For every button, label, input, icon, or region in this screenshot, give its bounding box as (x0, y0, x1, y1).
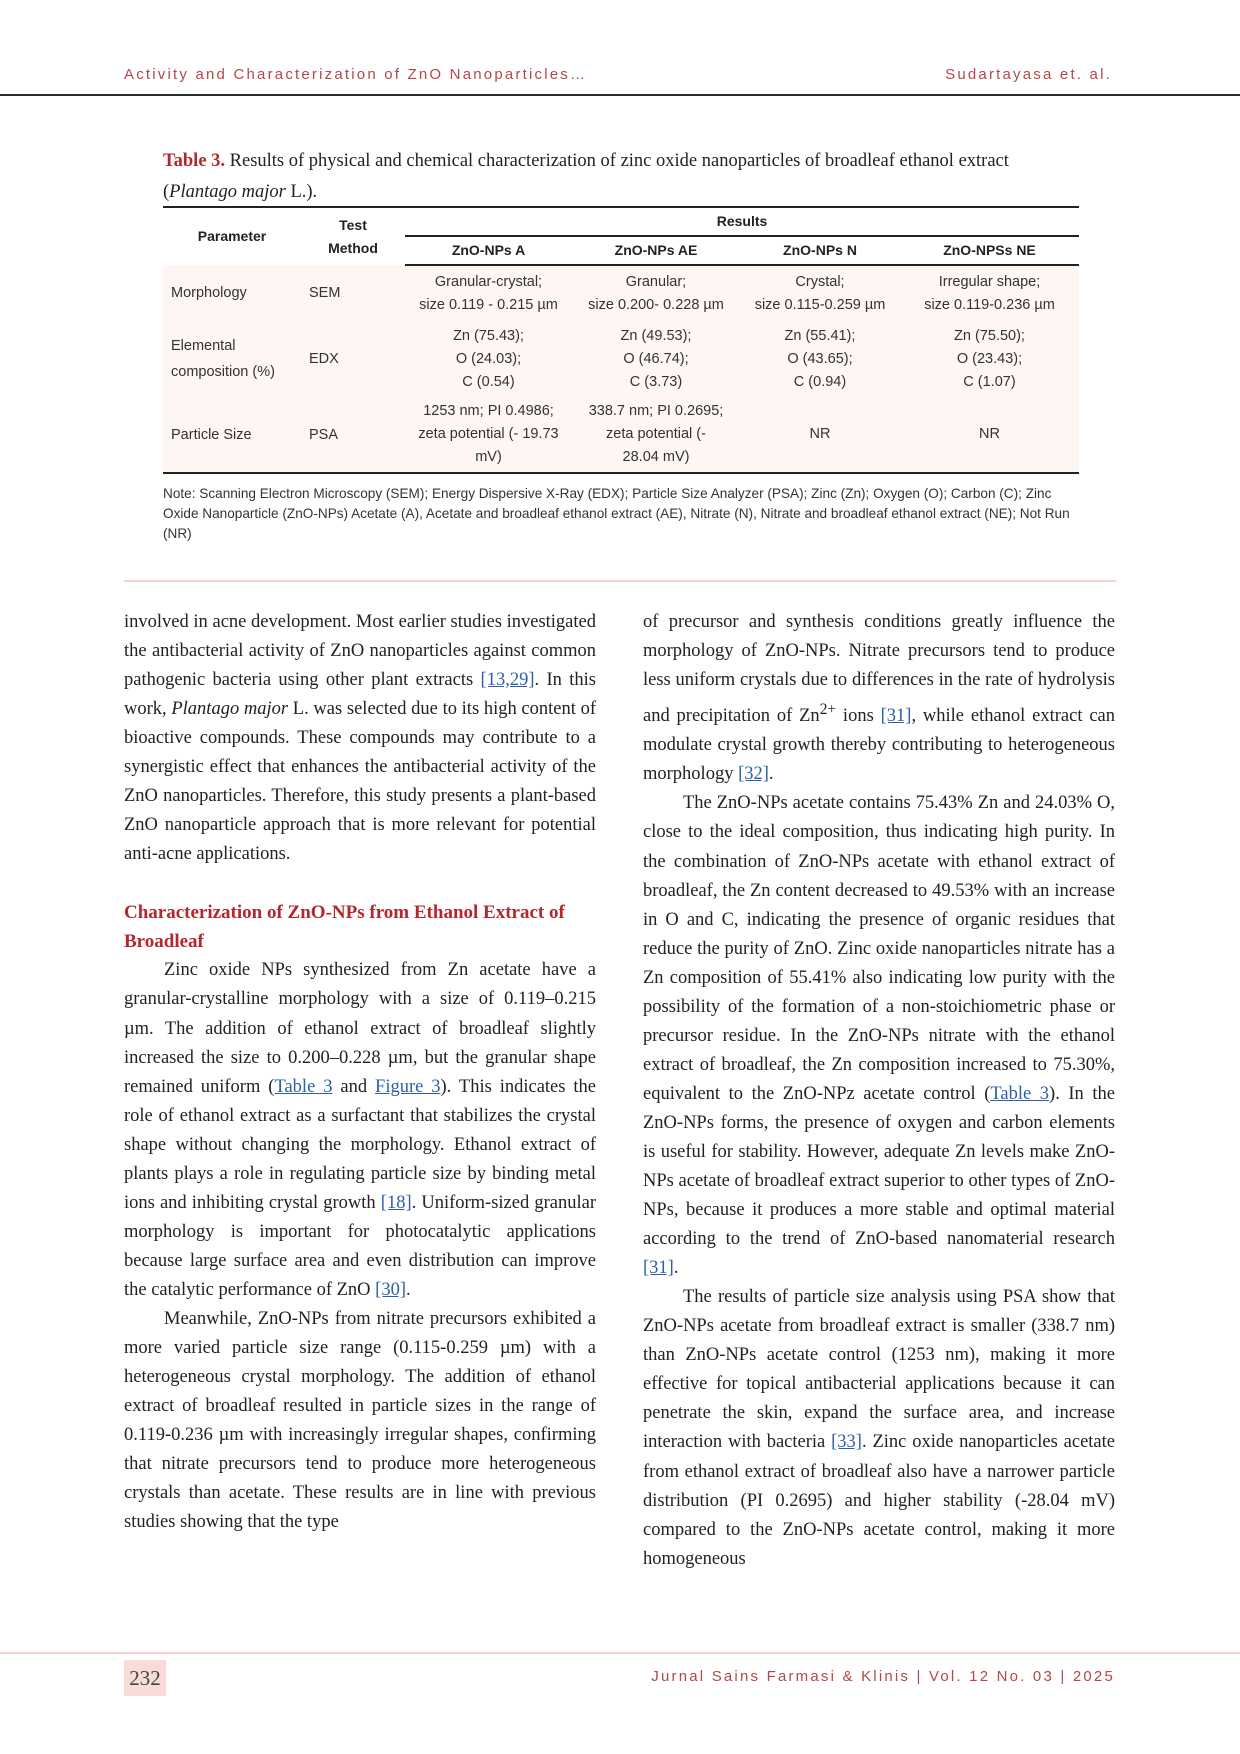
footer-rule (0, 1652, 1240, 1654)
text-run: . In this work, (124, 670, 596, 720)
cell-line: O (46.74); (623, 350, 689, 367)
right-column (643, 608, 1115, 1574)
text-run: . Zinc oxide nanoparticles acetate from ethanol extract of broadleaf also have a narrower particle distribution (PI 0.2695) and higher stability (-28.04 mV) compared to the ZnO-NPs acetate control, making it more homogeneous (643, 1432, 1115, 1569)
cell-line: zeta potential (- 19.73 (418, 426, 559, 442)
section-divider (124, 580, 1116, 582)
results-table (163, 206, 1079, 474)
table-cell (572, 397, 740, 473)
text-run: and (332, 1076, 376, 1097)
row-morphology-param: Morphology (163, 265, 301, 321)
text-run: The results of particle size analysis using PSA show that ZnO-NPs acetate from broadleaf extract is smaller (338.7 nm) than ZnO-NPs acetate control (1253 nm), making it more effective for topical antibacterial applications because it can penetrate the skin, expand the surface area, and increase interaction with bacteria (643, 1287, 1115, 1453)
row-morphology-method: SEM (301, 265, 405, 321)
cell-line: size 0.115-0.259 µm (754, 296, 886, 313)
row-elemental-method: EDX (301, 321, 405, 397)
cell-line: Elemental (171, 338, 236, 354)
citation-link[interactable]: [13,29] (480, 670, 535, 691)
table-row (163, 265, 1079, 321)
header-method: Method (328, 239, 378, 256)
running-header-title: Activity and Characterization of ZnO Nanoparticles… (124, 66, 588, 83)
cell-line: O (43.65); (787, 350, 853, 367)
cell-line: 338.7 nm; PI 0.2695; (588, 403, 724, 419)
text-run: involved in acne development. Most earlier studies investigated the antibacterial activity of ZnO nanoparticles against common pathogenic bacteria using other plant extracts (124, 612, 596, 691)
table-3-link[interactable]: Table 3 (990, 1083, 1050, 1104)
header-znonps-ne: ZnO-NPSs NE (900, 236, 1079, 265)
table-cell (572, 265, 740, 321)
cell-line: Zn (75.43); (453, 327, 524, 344)
header-znonps-ae: ZnO-NPs AE (572, 236, 740, 265)
cell-line: size 0.119-0.236 µm (924, 296, 1055, 313)
table-row (163, 397, 1079, 473)
caption-species: Plantago major (169, 182, 286, 202)
citation-link[interactable]: [31] (880, 706, 912, 727)
cell-line: C (3.73) (629, 373, 683, 390)
paragraph: Meanwhile, ZnO-NPs from nitrate precursors exhibited a more varied particle size range (0.115-0.259 µm) with a heterogeneous crystal morphology. The addition of ethanol extract of broadleaf resulted in particle sizes in the range of 0.119-0.236 µm with increasingly irregular shapes, confirming that nitrate precursors tend to produce more heterogeneous crystals than acetate. These results are in line with previous studies showing that the type (124, 1308, 596, 1533)
row-elemental-param (163, 321, 301, 397)
cell-line: 1253 nm; PI 0.4986; (423, 403, 554, 419)
header-test-method (301, 207, 405, 265)
cell-line: zeta potential (- (606, 426, 706, 442)
text-run: . (406, 1279, 411, 1300)
paragraph (643, 789, 1115, 1283)
table-note: Note: Scanning Electron Microscopy (SEM); Energy Dispersive X-Ray (EDX); Particle Size Analyzer (PSA); Zinc (Zn); Oxygen (O); Carbon (C); Zinc Oxide Nanoparticle (ZnO-NPs) Acetate (A), Acetate and broadleaf ethanol extract (AE), Nitrate (N), Nitrate and broadleaf ethanol extract (NE); Not Run (NR) (163, 486, 1070, 541)
table-cell (405, 265, 572, 321)
cell-line: mV) (475, 449, 502, 465)
running-header-authors: Sudartayasa et. al. (945, 66, 1112, 83)
table-cell (405, 397, 572, 473)
table-caption (163, 146, 1068, 208)
text-run: L. was selected due to its high content of bioactive compounds. These compounds may contribute to a synergistic effect that enhances the antibacterial activity of the ZnO nanoparticles. Therefore, this study presents a plant-based ZnO nanoparticle approach that is more relevant for potential anti-acne applications. (124, 699, 596, 865)
cell-line: O (23.43); (956, 350, 1023, 367)
header-znonps-a: ZnO-NPs A (405, 236, 572, 265)
table-cell (740, 321, 900, 397)
cell-line: O (24.03); (455, 350, 522, 367)
table-cell: NR (900, 397, 1079, 473)
text-run: , while ethanol extract can modulate crystal growth thereby contributing to heterogeneous morphology (643, 706, 1115, 785)
table-cell (572, 321, 740, 397)
paragraph (124, 956, 596, 1305)
cell-line: Granular-crystal; (434, 273, 543, 290)
paragraph (643, 608, 1115, 789)
header-rule (0, 94, 1240, 96)
citation-link[interactable]: [33] (831, 1432, 862, 1453)
table-cell (900, 265, 1079, 321)
table-cell (405, 321, 572, 397)
text-run: ions (836, 706, 881, 727)
table-cell (740, 265, 900, 321)
row-particle-method: PSA (301, 397, 405, 473)
header-results: Results (405, 207, 1079, 236)
text-run: ). This indicates the role of ethanol extract as a surfactant that stabilizes the crystal shape without changing the morphology. Ethanol extract of plants plays a role in regulating particle size by binding metal ions and inhibiting crystal growth (124, 1076, 596, 1213)
cell-line: size 0.200- 0.228 µm (588, 296, 724, 313)
species-name: Plantago major (171, 699, 289, 720)
cell-line: Zn (49.53); (620, 327, 692, 344)
text-run: of precursor and synthesis conditions greatly influence the morphology of ZnO-NPs. Nitrate precursors tend to produce less uniform crystals due to differences in the rate of hydrolysis and precipitation of Zn (643, 612, 1115, 727)
cell-line: C (0.54) (462, 373, 515, 390)
paragraph-gap (124, 869, 596, 898)
cell-line: Zn (75.50); (954, 327, 1025, 344)
header-znonps-n: ZnO-NPs N (740, 236, 900, 265)
text-run: . Uniform-sized granular morphology is important for photocatalytic applications because large surface area and even distribution can improve the catalytic performance of ZnO (124, 1192, 596, 1300)
paragraph (124, 608, 596, 869)
citation-link[interactable]: [18] (380, 1192, 412, 1213)
cell-line: Zn (55.41); (784, 327, 856, 344)
table-3-link[interactable]: Table 3 (274, 1076, 333, 1097)
header-parameter: Parameter (163, 207, 301, 265)
table-row (163, 321, 1079, 397)
table-cell: NR (740, 397, 900, 473)
section-heading: Characterization of ZnO-NPs from Ethanol Extract of Broadleaf (124, 902, 565, 953)
journal-footer: Jurnal Sains Farmasi & Klinis | Vol. 12 No. 03 | 2025 (651, 1668, 1115, 1685)
cell-line: Irregular shape; (938, 273, 1041, 290)
caption-text-end: L.). (285, 182, 318, 202)
header-test: Test (339, 216, 367, 233)
row-particle-param: Particle Size (163, 397, 301, 473)
cell-line: size 0.119 - 0.215 µm (419, 296, 558, 313)
table-cell (900, 321, 1079, 397)
cell-line: C (0.94) (793, 373, 847, 390)
page-number: 232 (124, 1660, 166, 1696)
cell-line: 28.04 mV) (622, 449, 690, 465)
cell-line: C (1.07) (963, 373, 1016, 390)
text-run: The ZnO-NPs acetate contains 75.43% Zn and 24.03% O, close to the ideal composition, thus indicating high purity. In the combination of ZnO-NPs acetate with ethanol extract of broadleaf, the Zn content decreased to 49.53% with an increase in O and C, indicating the presence of organic residues that reduce the purity of ZnO. Zinc oxide nanoparticles nitrate has a Zn composition of 55.41% also indicating low purity with the possibility of the formation of a non-stoichiometric phase or precursor residue. In the ZnO-NPs nitrate with the ethanol extract of broadleaf, the Zn composition increased to 75.30%, equivalent to the ZnO-NPz acetate control ( (643, 793, 1115, 1104)
cell-line: Granular; (625, 273, 687, 290)
citation-link[interactable]: [32] (738, 764, 769, 785)
text-run: . (768, 764, 774, 785)
table-label: Table 3. (163, 151, 226, 171)
citation-link[interactable]: [30] (375, 1279, 406, 1300)
cell-line: composition (%) (171, 364, 275, 380)
text-run: Zinc oxide NPs synthesized from Zn acetate have a granular-crystalline morphology with a size of 0.119–0.215 µm. The addition of ethanol extract of broadleaf slightly increased the size to 0.200–0.228 µm, but the granular shape remained uniform ( (124, 960, 596, 1097)
caption-text: Results of physical and chemical characterization of zinc oxide nanoparticles of broadleaf ethanol extract ( (163, 151, 1009, 202)
figure-3-link[interactable]: Figure 3 (375, 1076, 441, 1097)
text-run: ). In the ZnO-NPs forms, the presence of oxygen and carbon elements is useful for stability. However, adequate Zn levels make ZnO-NPs acetate of broadleaf extract superior to other types of ZnO-NPs, because it produces a more stable and optimal material according to the trend of ZnO-based nanomaterial research (643, 1083, 1115, 1250)
paragraph (643, 1283, 1115, 1573)
left-column (124, 608, 596, 1537)
superscript: 2+ (819, 701, 837, 719)
text-run: . (673, 1258, 679, 1279)
citation-link[interactable]: [31] (643, 1258, 674, 1279)
cell-line: Crystal; (795, 273, 845, 290)
